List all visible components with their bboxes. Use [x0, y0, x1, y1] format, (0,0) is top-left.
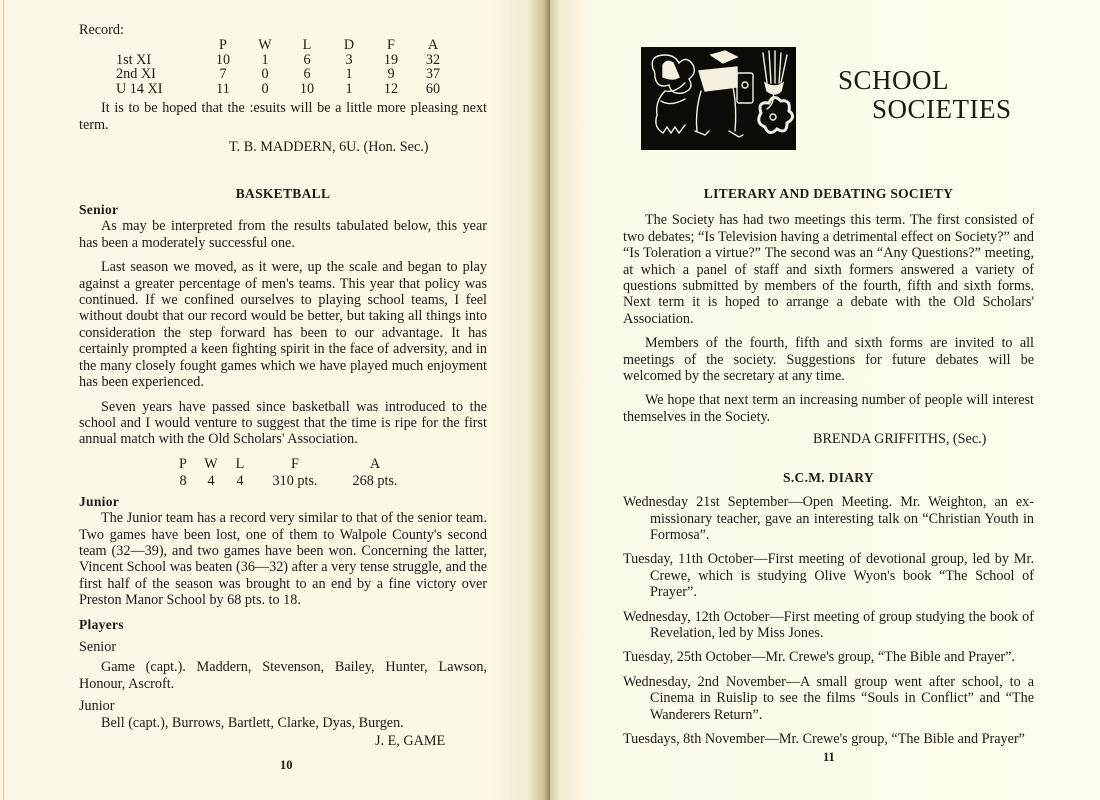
players-junior-label: Junior — [79, 698, 115, 715]
diary-entry: Wednesday, 12th October—First meeting of group studying the book of Revelation, led by Miss Jones. — [623, 608, 1034, 641]
subheading-junior: Junior — [79, 493, 120, 509]
diary-entry: Wednesday 21st September—Open Meeting. Mr. Weighton, an ex-missionary teacher, gave an interesting talk on “Christian Youth in Formosa”. — [623, 494, 1034, 543]
players-junior-list: Bell (capt.), Burrows, Bartlett, Clarke, Dyas, Burgen. — [101, 714, 404, 731]
table-row: 8 4 4 310 pts. 268 pts. — [179, 472, 398, 489]
subheading-players: Players — [79, 616, 124, 632]
signature: J. E, GAME — [375, 733, 446, 749]
signature: BRENDA GRIFFITHS, (Sec.) — [813, 431, 987, 448]
section-heading-scm-diary: S.C.M. DIARY — [783, 469, 874, 485]
diary-entry: Tuesdays, 8th November—Mr. Crewe's group, “The Bible and Prayer” — [623, 730, 1025, 747]
record-label: Record: — [79, 22, 124, 38]
players-section — [79, 617, 487, 750]
paragraph: The Junior team has a record very similar to that of the senior team. Two games have been lost, one of them to Walpole County's second team (32—39), and two games have been won. Concerning the latter, Vincent School was beaten (36—32) after a very tense struggle, and the first half of the season was brought to an end by a fine victory over Preston Manor School by 68 pts. to 18. — [79, 510, 487, 609]
bell-graduate-shuttlecock-flower-icon — [641, 47, 796, 150]
paragraph: We hope that next term an increasing number of people will interest themselves in the Society. — [623, 392, 1034, 425]
signature: T. B. MADDERN, 6U. (Hon. Sec.) — [229, 139, 429, 156]
paragraph: Seven years have passed since basketball was introduced to the school and I would venture to suggest that the time is ripe for the first annual match with the Old Scholars' Association. — [79, 398, 487, 448]
diary-entry: Tuesday, 11th October—First meeting of devotional group, led by Mr. Crewe, which is studying Olive Wyon's book “The School of Prayer”. — [623, 551, 1034, 601]
football-record-table — [116, 38, 454, 96]
page-title: SCHOOL SOCIETIES — [838, 65, 1012, 124]
table-header-row: P W L F A — [179, 455, 381, 472]
section-heading-basketball: BASKETBALL — [235, 185, 331, 201]
record-closing-text: It is to be hoped that the :esuits will be a little more pleasing next term. — [79, 100, 487, 133]
page-edge — [3, 0, 4, 800]
section-heading-literary-debating: LITERARY AND DEBATING SOCIETY — [703, 186, 954, 201]
paragraph: Members of the fourth, fifth and sixth forms are invited to all meetings of the society. Suggestions for future debates will be welcomed by the secretary at any time. — [623, 335, 1034, 385]
subheading-senior: Senior — [79, 202, 119, 218]
basketball-results-table — [169, 456, 415, 490]
page-number: 10 — [280, 758, 293, 772]
diary-entry: Wednesday, 2nd November—A small group went after school, to a Cinema in Ruislip to see the films “Souls in Conflict” and “The Wanderers Return”. — [623, 673, 1034, 723]
paragraph: As may be interpreted from the results tabulated below, this year has been a moderately successful one. — [79, 218, 487, 251]
right-page-column — [623, 186, 1034, 747]
paragraph: Last season we moved, as it were, up the scale and began to play against a greater percentage of men's teams. This year that policy was continued. If we confined ourselves to playing school teams, I feel without doubt that our record would be better, but taking all things into consideration the step forward has been to our advantage. It has certainly prompted a keen fighting spirit in the face of adversity, and in the many closely fought games which we have played much enjoyment has been experienced. — [79, 259, 487, 391]
left-page-column — [79, 22, 487, 749]
table-row: U 14 XI 11 0 10 1 12 60 — [116, 80, 441, 97]
table-row: 2nd XI 7 0 6 1 9 37 — [116, 66, 441, 83]
table-row: 1st XI 10 1 6 3 19 32 — [116, 51, 441, 68]
players-senior-label: Senior — [79, 638, 117, 655]
players-senior-list: Game (capt.). Maddern, Stevenson, Bailey, Hunter, Lawson, Honour, Ascroft. — [79, 659, 487, 692]
paragraph: The Society has had two meetings this term. The first consisted of two debates; “Is Television having a detrimental effect on Society?” and “Is Toleration a virtue?” The second was an “Any Questions?” meeting, at which a panel of staff and sixth formers answered a variety of questions submitted by members of the fourth, fifth and sixth forms. Next term it is hoped to arrange a debate with the Old Scholars' Association. — [623, 212, 1034, 327]
diary-entry: Tuesday, 25th October—Mr. Crewe's group, “The Bible and Prayer”. — [623, 649, 1015, 666]
table-header-row: P W L D F A — [219, 37, 439, 54]
diary-list — [623, 494, 1034, 747]
woodcut-illustration — [641, 47, 796, 150]
page-number: 11 — [823, 750, 835, 764]
